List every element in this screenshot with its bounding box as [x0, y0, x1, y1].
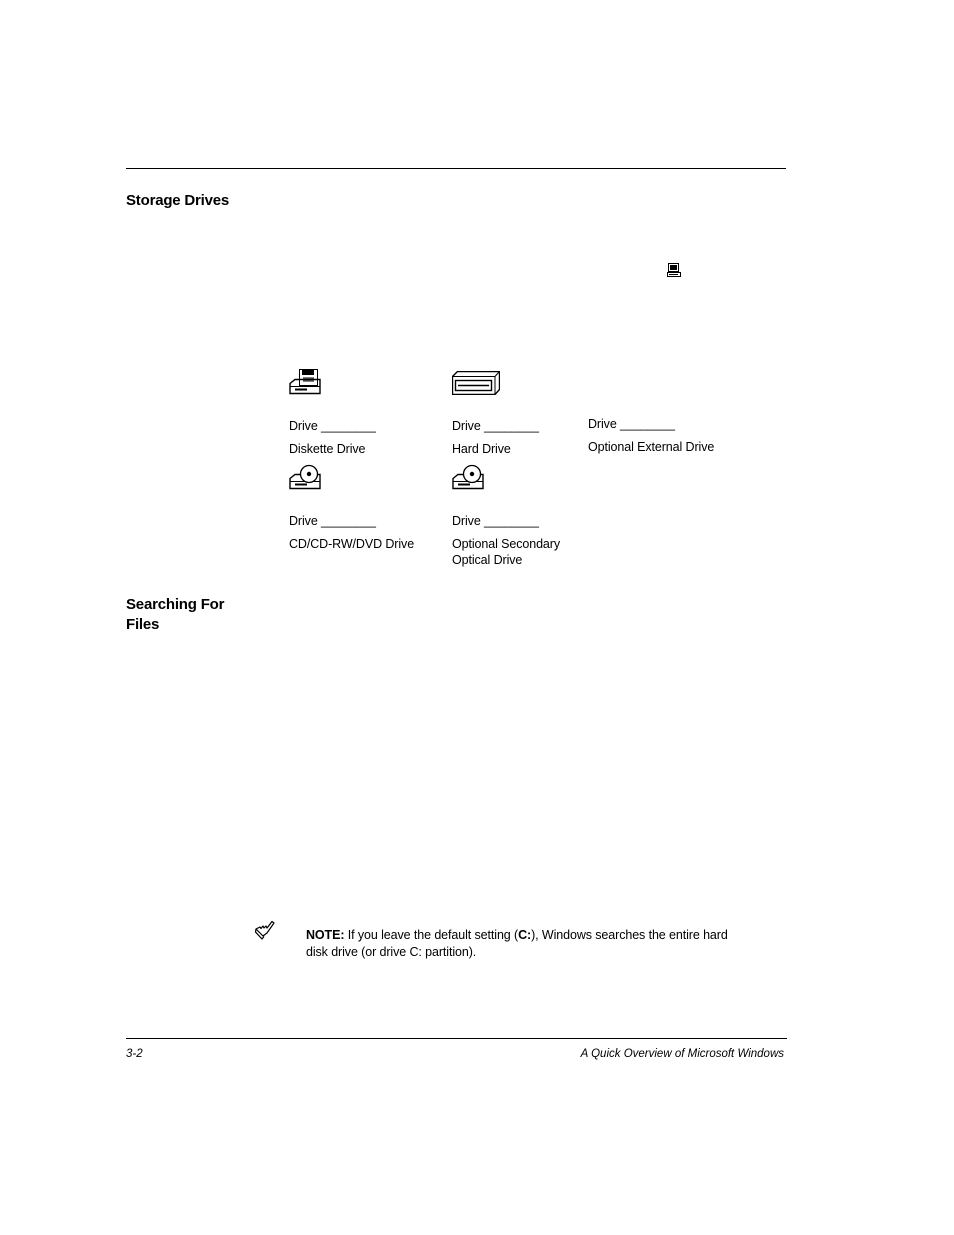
note-text-before: If you leave the default setting ( [344, 928, 519, 942]
drive-name-line2: Optical Drive [452, 553, 523, 567]
drive-name: Hard Drive [452, 442, 511, 456]
footer-title: A Quick Overview of Microsoft Windows [580, 1048, 784, 1060]
note-hand-icon [254, 920, 276, 947]
section-heading-searching-for-files: Searching For Files [126, 596, 225, 633]
drive-letter-blank: Drive ________ [452, 419, 539, 433]
drive-name: Diskette Drive [289, 442, 366, 456]
diskette-drive-icon [289, 369, 321, 400]
drive-letter-blank: Drive ________ [452, 514, 539, 528]
drive-letter-blank: Drive ________ [588, 417, 675, 431]
drive-item-diskette [289, 418, 376, 457]
drive-name-line1: Optional Secondary [452, 537, 560, 551]
footer-rule [126, 1038, 787, 1039]
drive-item-hard-drive [452, 418, 539, 457]
page-number: 3-2 [126, 1048, 143, 1060]
note-paragraph [306, 927, 746, 961]
optical-drive-icon [452, 464, 484, 495]
drive-item-external [588, 416, 714, 455]
my-computer-icon [666, 263, 682, 283]
header-rule [126, 168, 786, 169]
drive-item-cd [289, 513, 414, 552]
drive-name: CD/CD-RW/DVD Drive [289, 537, 415, 551]
drive-letter-blank: Drive ________ [289, 514, 376, 528]
section-heading-storage-drives: Storage Drives [126, 192, 230, 209]
drive-item-secondary-optical [452, 513, 560, 568]
hard-drive-icon [452, 371, 500, 400]
cd-drive-icon [289, 464, 321, 495]
note-bold-value: C: [518, 928, 532, 942]
note-text-after: ), Windows searches the entire hard disk drive (or drive C: partition). [306, 928, 728, 959]
drive-letter-blank: Drive ________ [289, 419, 376, 433]
drive-name: Optional External Drive [588, 440, 715, 454]
note-label: NOTE: [306, 928, 345, 942]
